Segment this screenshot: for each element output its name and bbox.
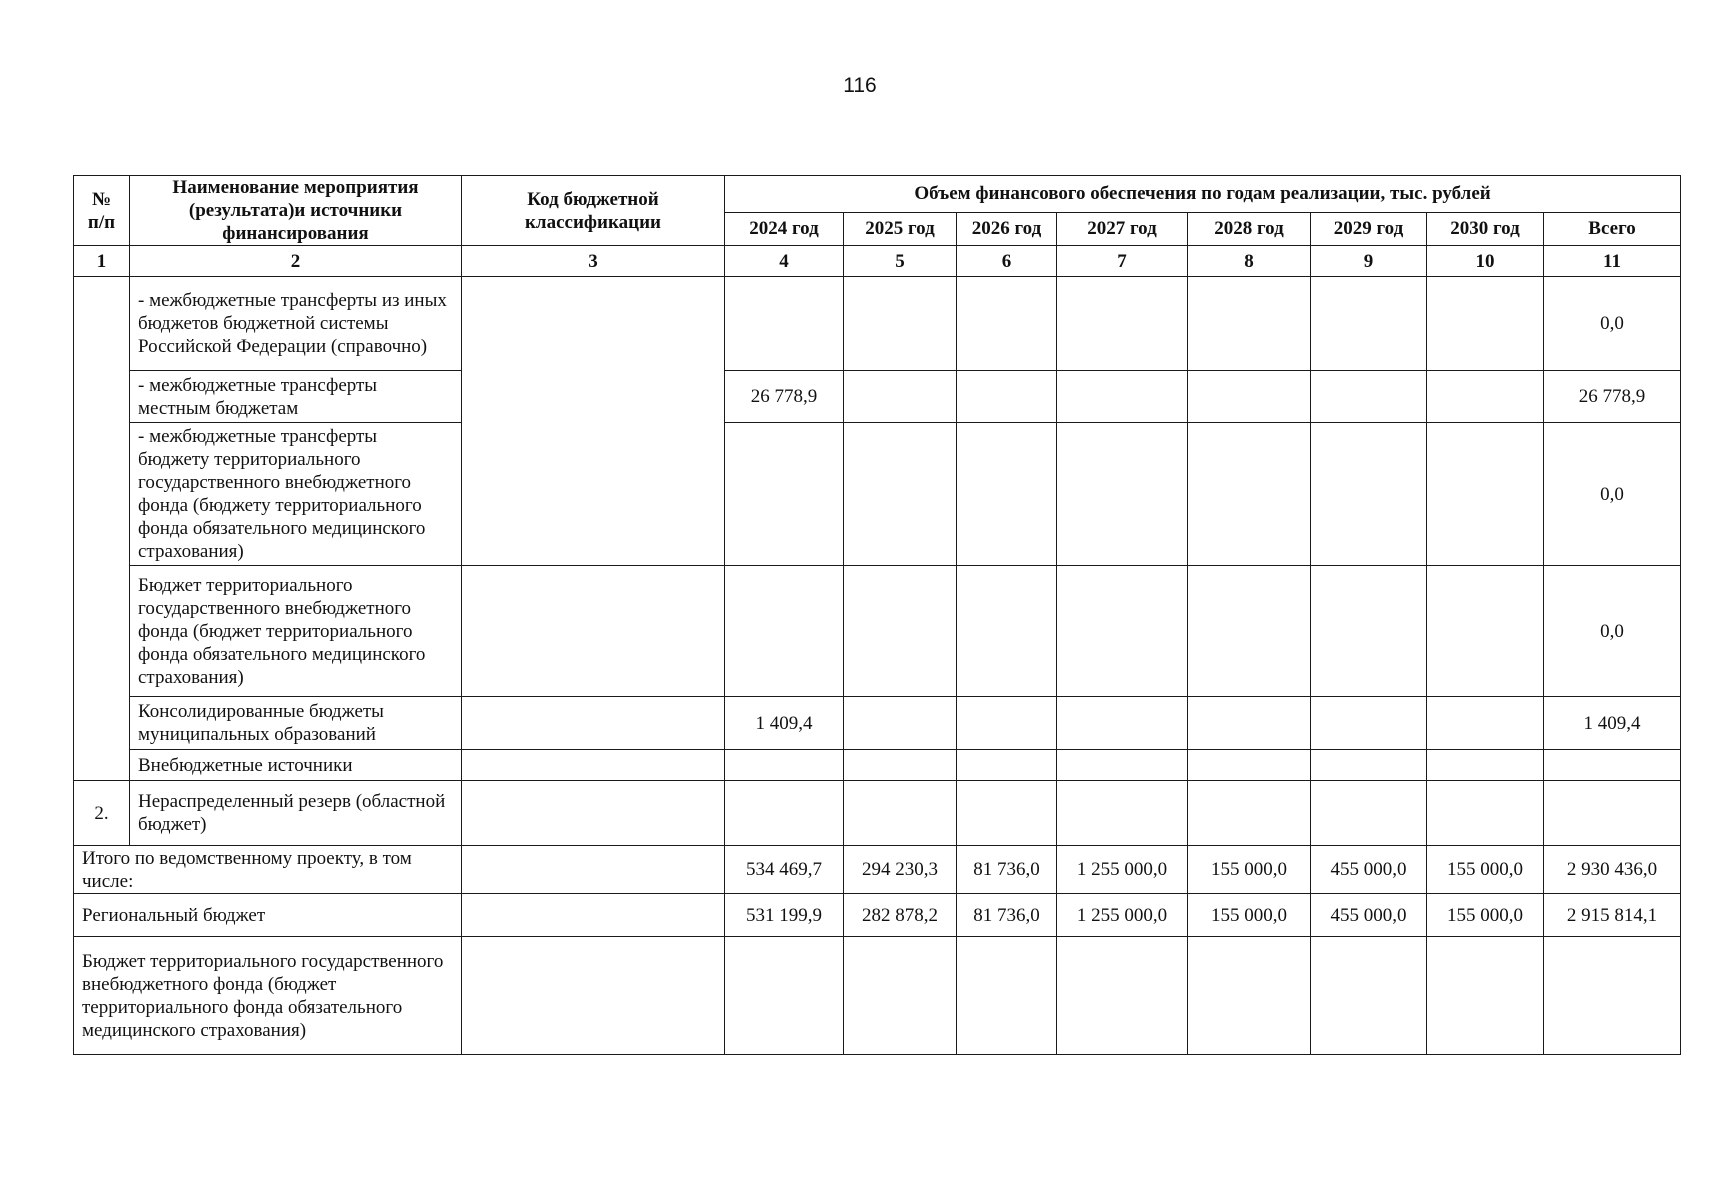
column-index: 8 [1188, 246, 1311, 277]
row-value [1057, 277, 1188, 371]
row-value [1057, 423, 1188, 566]
row-code-empty [462, 750, 725, 781]
column-index: 9 [1311, 246, 1427, 277]
row-name: - межбюджетные трансферты из иных бюджетов бюджетной системы Российской Федерации (справочно) [130, 277, 462, 371]
row-value [1188, 697, 1311, 750]
summary-value [957, 937, 1057, 1055]
budget-table [73, 175, 1681, 1055]
column-index: 1 [74, 246, 130, 277]
row-value [1311, 697, 1427, 750]
summary-total [1544, 937, 1681, 1055]
summary-value [1188, 937, 1311, 1055]
row-value [1188, 423, 1311, 566]
summary-value: 81 736,0 [957, 894, 1057, 937]
summary-total: 2 915 814,1 [1544, 894, 1681, 937]
header-funding-group: Объем финансового обеспечения по годам реализации, тыс. рублей [725, 176, 1681, 213]
row-name: Консолидированные бюджеты муниципальных образований [130, 697, 462, 750]
row-value: 26 778,9 [725, 371, 844, 423]
header-year: 2028 год [1188, 212, 1311, 245]
column-index: 6 [957, 246, 1057, 277]
row-code-empty [462, 697, 725, 750]
row-code-empty [462, 781, 725, 846]
column-index: 11 [1544, 246, 1681, 277]
row-value [1427, 371, 1544, 423]
summary-value: 155 000,0 [1188, 846, 1311, 894]
summary-value: 81 736,0 [957, 846, 1057, 894]
row-code-empty [462, 566, 725, 697]
row-value [1311, 750, 1427, 781]
table-row [74, 277, 1681, 371]
row-value [844, 277, 957, 371]
header-num: № п/п [74, 176, 130, 246]
table-row [74, 371, 1681, 423]
row-num: 2. [74, 781, 130, 846]
row-value [844, 697, 957, 750]
row-value [844, 371, 957, 423]
row-code-empty [462, 937, 725, 1055]
header-year: 2029 год [1311, 212, 1427, 245]
row-value [957, 423, 1057, 566]
summary-row-regional [74, 894, 1681, 937]
summary-value: 1 255 000,0 [1057, 846, 1188, 894]
row-value [1427, 697, 1544, 750]
row-code-empty [462, 846, 725, 894]
summary-row-total [74, 846, 1681, 894]
column-index: 7 [1057, 246, 1188, 277]
summary-value [725, 937, 844, 1055]
row-value [957, 781, 1057, 846]
header-year: 2024 год [725, 212, 844, 245]
row-value [725, 277, 844, 371]
summary-value: 294 230,3 [844, 846, 957, 894]
header-name: Наименование мероприятия (результата)и источники финансирования [130, 176, 462, 246]
table-row [74, 423, 1681, 566]
row-value [725, 423, 844, 566]
row-value [1311, 371, 1427, 423]
row-value [1188, 566, 1311, 697]
summary-value [1427, 937, 1544, 1055]
column-index: 3 [462, 246, 725, 277]
row-value [1427, 277, 1544, 371]
summary-value: 155 000,0 [1427, 894, 1544, 937]
summary-value: 531 199,9 [725, 894, 844, 937]
header-year: 2025 год [844, 212, 957, 245]
row-value [957, 371, 1057, 423]
page-number: 116 [843, 74, 877, 97]
row-value [1188, 371, 1311, 423]
row-value [1057, 371, 1188, 423]
row-name: Нераспределенный резерв (областной бюджет) [130, 781, 462, 846]
header-year: 2026 год [957, 212, 1057, 245]
row-value [1427, 781, 1544, 846]
row-name: - межбюджетные трансферты местным бюджетам [130, 371, 462, 423]
row-code-empty [462, 894, 725, 937]
row-value [1311, 781, 1427, 846]
row-total: 0,0 [1544, 423, 1681, 566]
row-value [725, 781, 844, 846]
header-code: Код бюджетной классификации [462, 176, 725, 246]
row-total: 1 409,4 [1544, 697, 1681, 750]
summary-value: 455 000,0 [1311, 846, 1427, 894]
row-value [1057, 697, 1188, 750]
row-total: 0,0 [1544, 566, 1681, 697]
header-year: 2030 год [1427, 212, 1544, 245]
row-total [1544, 750, 1681, 781]
row-value [844, 566, 957, 697]
column-index: 2 [130, 246, 462, 277]
row-value [1188, 781, 1311, 846]
row-total: 0,0 [1544, 277, 1681, 371]
row-value: 1 409,4 [725, 697, 844, 750]
table-row [74, 566, 1681, 697]
row-value [1427, 750, 1544, 781]
summary-value [844, 937, 957, 1055]
row-value [844, 781, 957, 846]
row-name: - межбюджетные трансферты бюджету территориального государственного внебюджетного фонда (бюджету территориального фонда обязательного медицинского страхования) [130, 423, 462, 566]
row-value [725, 566, 844, 697]
row-total: 26 778,9 [1544, 371, 1681, 423]
row-value [1188, 277, 1311, 371]
row-value [1057, 781, 1188, 846]
row-value [844, 750, 957, 781]
summary-value: 155 000,0 [1188, 894, 1311, 937]
summary-value: 534 469,7 [725, 846, 844, 894]
summary-value: 155 000,0 [1427, 846, 1544, 894]
column-index: 5 [844, 246, 957, 277]
summary-name: Бюджет территориального государственного внебюджетного фонда (бюджет территориального фонда обязательного медицинского страхования) [74, 937, 462, 1055]
row-value [844, 423, 957, 566]
summary-value: 455 000,0 [1311, 894, 1427, 937]
row-value [725, 750, 844, 781]
summary-row-fund [74, 937, 1681, 1055]
row-value [1311, 277, 1427, 371]
row-value [957, 277, 1057, 371]
row-value [957, 566, 1057, 697]
row-value [1311, 566, 1427, 697]
table-row [74, 750, 1681, 781]
row-value [1427, 566, 1544, 697]
row-value [957, 697, 1057, 750]
row-value [1057, 566, 1188, 697]
row-value [957, 750, 1057, 781]
header-year: 2027 год [1057, 212, 1188, 245]
row-value [1057, 750, 1188, 781]
summary-value: 1 255 000,0 [1057, 894, 1188, 937]
row-code-empty [462, 277, 725, 566]
header-row-1 [74, 176, 1681, 213]
row-value [1188, 750, 1311, 781]
column-index: 10 [1427, 246, 1544, 277]
summary-value: 282 878,2 [844, 894, 957, 937]
row-name: Внебюджетные источники [130, 750, 462, 781]
summary-name: Региональный бюджет [74, 894, 462, 937]
row-value [1427, 423, 1544, 566]
summary-value [1057, 937, 1188, 1055]
header-total: Всего [1544, 212, 1681, 245]
column-index: 4 [725, 246, 844, 277]
row-total [1544, 781, 1681, 846]
row-num-empty [74, 277, 130, 781]
summary-name: Итого по ведомственному проекту, в том числе: [74, 846, 462, 894]
summary-total: 2 930 436,0 [1544, 846, 1681, 894]
row-value [1311, 423, 1427, 566]
table-row [74, 697, 1681, 750]
row-name: Бюджет территориального государственного внебюджетного фонда (бюджет территориального фонда обязательного медицинского страхования) [130, 566, 462, 697]
reserve-row [74, 781, 1681, 846]
summary-value [1311, 937, 1427, 1055]
column-index-row [74, 246, 1681, 277]
